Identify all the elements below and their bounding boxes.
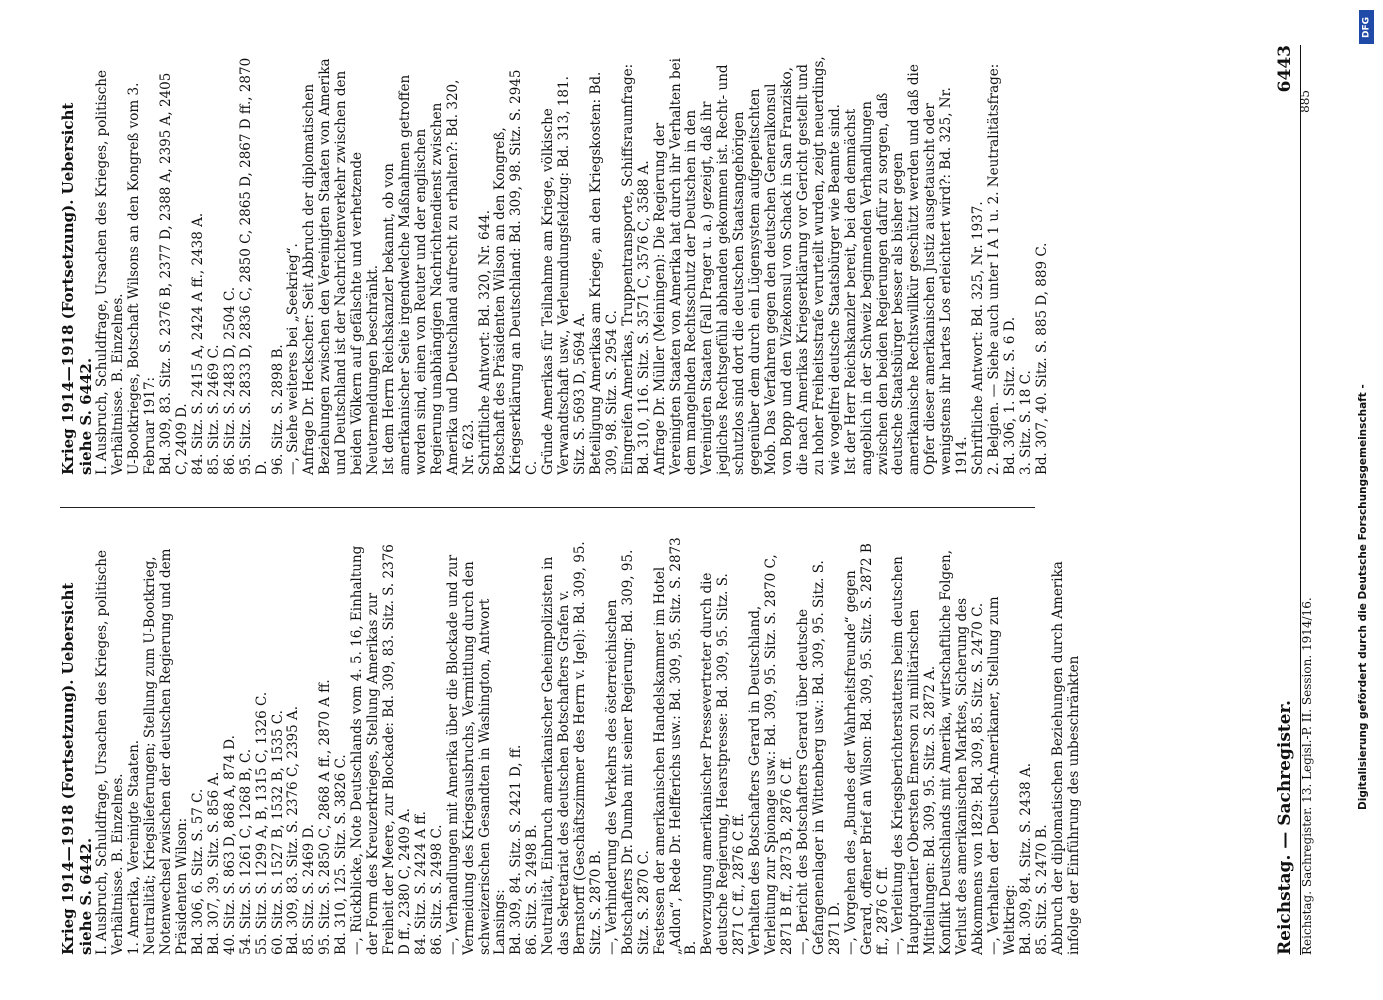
dfg-logo: DFG — [1359, 10, 1374, 44]
entry-line: Bevorzugung amerikanischer Pressevertreter durch die deutsche Regierung, Hearstpresse: Bd. 309, 95. Sitz. S. 2871 C ff., 2876 C ff. — [699, 572, 748, 955]
entry-line: Schriftliche Antwort: Bd. 320, Nr. 644. — [476, 209, 493, 475]
entry-line: —, Verhandlungen mit Amerika über die Blockade und zur Vermeidung des Kriegsausbruchs, Vermittlung durch den schweizerischen Gesandten in Washington, Antwort Lansings: — [444, 554, 509, 955]
entry-line: Bd. 306, 6. Sitz. S. 57 C. — [189, 788, 206, 955]
entry-line: Anfrage Dr. Müller (Meiningen): Die Regierung der Vereinigten Staaten von Amerika hat durch ihr Verhalten bei dem mangelnden Rechtsschutz der Deutschen in den Vereinigten Staaten (Fall Prager u. a.) gezeigt, daß ihr jegliches Rechtsgefühl abhanden gekommen ist. Recht- und schutzlos sind dort die deutschen Staatsangehörigen gegenüber dem durch ein Lügensystem aufgepeitschten Mob. Das Verfahren gegen den deutschen Generalkonsul von Bopp und den Vizekonsul von Schack in San Franzisko, die nach Amerikas Kriegserklärung vor Gericht gestellt und zu hoher Freiheitsstrafe verurteilt wurden, zeigt neuerdings, wie vogelfrei deutsche Staatsbürger wie Beamte sind. — [651, 56, 843, 475]
entry-line: Bd. 306, 1. Sitz. S. 6 D. — [1001, 316, 1018, 475]
page-header — [1275, 45, 1297, 955]
entry-line: U-Bootkrieges, Botschaft Wilsons an den Kongreß vom 3. Februar 1917: — [126, 82, 159, 475]
entry-line: Ist der Herr Reichskanzler bereit, bei den demnächst angeblich in der Schweiz beginnenden Verhandlungen zwischen den beiden Regierungen dafür zu sorgen, daß deutsche Staatsbürger besser als bisher gegen amerikanische Rechtswillkür geschützt werden und daß die Opfer dieser amerikanischen Justiz ausgetauscht oder wenigstens ihr hartes Los erleichtert wird?: Bd. 325, Nr. 1914. — [842, 64, 971, 475]
entry-line: 95. Sitz. S. 2833 D, 2836 C, 2850 C, 2865 D, 2867 D ff., 2870 D. — [237, 57, 270, 475]
entry-line: Ist dem Herrn Reichskanzler bekannt, ob von amerikanischer Seite irgendwelche Maßnahmen getroffen worden sind, einen von Reuter und der englischen Regierung unabhängigen Nachrichtendienst zwischen Amerika und Deutschland aufrecht zu erhalten?: Bd. 320, Nr. 623. — [380, 74, 477, 475]
entry-line: Eingreifen Amerikas, Truppentransporte, Schiffsraumfrage: Bd. 310, 116. Sitz. S. 3571 C, 3576 C, 3588 A. — [619, 63, 652, 475]
digitization-credit: Digitalisierung gefördert durch die Deutsche Forschungsgemeinschaft - — [1357, 384, 1369, 810]
entry-line: Bd. 309, 84. Sitz. S. 2438 A. — [1017, 763, 1034, 955]
entry-line: 85. Sitz. S. 2470 B. — [1033, 824, 1050, 955]
entry-line: Botschaft des Präsidenten Wilson an den Kongreß, Kriegserklärung an Deutschland: Bd. 309, 98. Sitz. S. 2945 C. — [492, 69, 541, 475]
header-page-number: 6443 — [1275, 45, 1295, 93]
entry-line: Bd. 307, 40. Sitz. S. 885 D, 889 C. — [1033, 242, 1050, 475]
entry-line: Bd. 309, 83. Sitz. S. 2376 C, 2395 A. — [285, 705, 302, 955]
footer-line — [1300, 45, 1320, 955]
left-column — [59, 535, 1082, 955]
entry-line: —, Bericht des Botschafters Gerard über deutsche Gefangenenlager in Wittenberg usw.: Bd. 309, 95. Sitz. S. 2871 D. — [794, 560, 843, 955]
entry-line: 86. Sitz. S. 2498 C. — [428, 824, 445, 955]
entry-line: 96. Sitz. S. 2898 B. — [269, 344, 286, 475]
entry-line: Festessen der amerikanischen Handelskammer im Hotel „Adlon“, Rede Dr. Helfferichs usw.: Bd. 309, 95. Sitz. S. 2873 B. — [651, 537, 700, 955]
entry-line: 85. Sitz. S. 2469 D. — [301, 823, 318, 955]
footer-text: Reichstag. Sachregister. 13. Legisl.-P. II. Session. 1914/16. — [1300, 597, 1314, 955]
entry-line: 54. Sitz. S. 1261 C, 1268 B, C. — [237, 748, 254, 955]
column-divider — [60, 507, 1035, 508]
entry-line: Krieg 1914—1918 (Fortsetzung). Uebersicht siehe S. 6442. — [59, 102, 95, 475]
entry-line: 2. Belgien. — Siehe auch unter I A 1 u. 2. Neutralitätsfrage: — [986, 63, 1002, 475]
entry-line: —, Verleitung des Kriegsberichterstatters beim deutschen Hauptquartier Obersten Emerson zu militärischen Mitteilungen: Bd. 309, 95. Sitz. S. 2872 A. — [890, 556, 939, 955]
entry-line: Bd. 310, 125. Sitz. S. 3826 C. — [333, 754, 350, 955]
entry-line: 85. Sitz. S. 2469 C. — [205, 344, 222, 475]
entry-line: 86. Sitz. S. 2483 D, 2504 C. — [221, 286, 238, 475]
right-column — [59, 55, 1050, 475]
entry-line: Bd. 309, 84. Sitz. S. 2421 D, ff. — [508, 744, 525, 955]
entry-line: 84. Sitz. S. 2415 A, 2424 A ff., 2438 A. — [189, 212, 206, 475]
entry-line: —, Vorgehen des „Bundes der Wahrheitsfreunde“ gegen Gerard, offener Brief an Wilson: Bd. 309, 95. Sitz. S. 2872 B ff., 2876 C ff. — [842, 543, 891, 955]
entry-line: —, Verhinderung des Verkehrs des österreichischen Botschafters Dr. Dumba mit seiner Regierung: Bd. 309, 95. Sitz. S. 2870 C. — [603, 549, 652, 955]
entry-line: 55. Sitz. S. 1299 A, B, 1315 C, 1326 C. — [253, 691, 270, 955]
footer-page-number: 885 — [1298, 90, 1312, 113]
entry-line: Konflikt Deutschlands mit Amerika, wirtschaftliche Folgen, Verlust des amerikanischen Marktes, Sicherung des Abkommens von 1829: Bd. 309, 85. Sitz. S. 2470 C. — [938, 549, 987, 955]
entry-line: Anfrage Dr. Heckscher: Seit Abbruch der diplomatischen Beziehungen zwischen den Vereinigten Staaten von Amerika und Deutschland ist der Nachrichtenverkehr zwischen den beiden Völkern auf gefälschte und verhetzende Neutermeldungen beschränkt. — [301, 58, 382, 475]
entry-line: 40. Sitz. S. 863 D, 868 A, 874 D. — [221, 735, 238, 955]
entry-line: —, Rückblicke, Note Deutschlands vom 4. 5. 16, Einhaltung der Form des Kreuzerkrieges, Stellung Amerikas zur Freiheit der Meere, zur Blockade: Bd. 309, 83. Sitz. S. 2376 D ff., 2380 C, 2409 A. — [349, 544, 413, 955]
entry-line: Neutralität; Kriegslieferungen; Stellung zum U-Bootkrieg, Notenwechsel zwischen der deutschen Regierung und dem Präsidenten Wilson: — [142, 548, 190, 955]
entry-line: I. Ausbruch, Schuldfrage, Ursachen des Krieges, politische Verhältnisse. B. Einzelnes. — [94, 70, 127, 475]
entry-line: Beteiligung Amerikas am Kriege, an den Kriegskosten: Bd. 309, 98. Sitz. S. 2954 C. — [587, 71, 620, 475]
entry-line: Neutralität, Einbruch amerikanischer Geheimpolizisten in das Sekretariat des deutschen Botschafters Grafen v. Bernstorff (Geschäftszimmer des Herrn v. Igel): Bd. 309, 95. Sitz. S. 2870 B. — [540, 541, 604, 955]
entry-line: 60. Sitz. S. 1527 B, 1532 B, 1535 C. — [269, 710, 286, 955]
entry-line: 95. Sitz. S. 2850 C, 2868 A ff., 2870 A ff. — [317, 679, 334, 955]
entry-line: Bd. 307, 39. Sitz. S. 856 A. — [205, 771, 222, 955]
header-title: Reichstag. — Sachregister. — [1275, 700, 1295, 955]
entry-line: 84. Sitz. S. 2424 A ff. — [412, 811, 429, 955]
entry-line: Abbruch der diplomatischen Beziehungen durch Amerika infolge der Einführung des unbeschränkten — [1049, 561, 1082, 955]
entry-line: Verhalten des Botschafters Gerard in Deutschland, Verleitung zur Spionage usw.: Bd. 309, 95. Sitz. S. 2870 C, 2871 B ff., 2873 B, 2876 C ff. — [747, 554, 796, 955]
entry-line: —, Siehe weiteres bei „Seekrieg“. — [285, 243, 302, 475]
entry-line: —, Verhalten der Deutsch-Amerikaner, Stellung zum Weltkrieg: — [986, 596, 1018, 955]
entry-line: 3. Sitz. S. 18 C. — [1017, 370, 1034, 475]
entry-line: Bd. 309, 83. Sitz. S. 2376 B, 2377 D, 2388 A, 2395 A, 2405 C, 2409 D. — [158, 72, 190, 475]
entry-line: 86. Sitz. S. 2498 B. — [524, 824, 541, 955]
entry-line: 1. Amerika, Vereinigte Staaten. — [126, 739, 143, 955]
entry-line: I. Ausbruch, Schuldfrage, Ursachen des Krieges, politische Verhältnisse. B. Einzelnes. — [94, 550, 127, 955]
entry-line: Schriftliche Antwort: Bd. 325, Nr. 1937. — [970, 201, 987, 475]
entry-line: Krieg 1914—1918 (Fortsetzung). Uebersicht siehe S. 6442. — [59, 582, 95, 955]
entry-line: Gründe Amerikas für Teilnahme am Kriege, völkische Verwandtschaft usw., Verleumdungsfeldzug: Bd. 313, 181. Sitz. S. 5693 D, 5694 A. — [540, 76, 589, 475]
